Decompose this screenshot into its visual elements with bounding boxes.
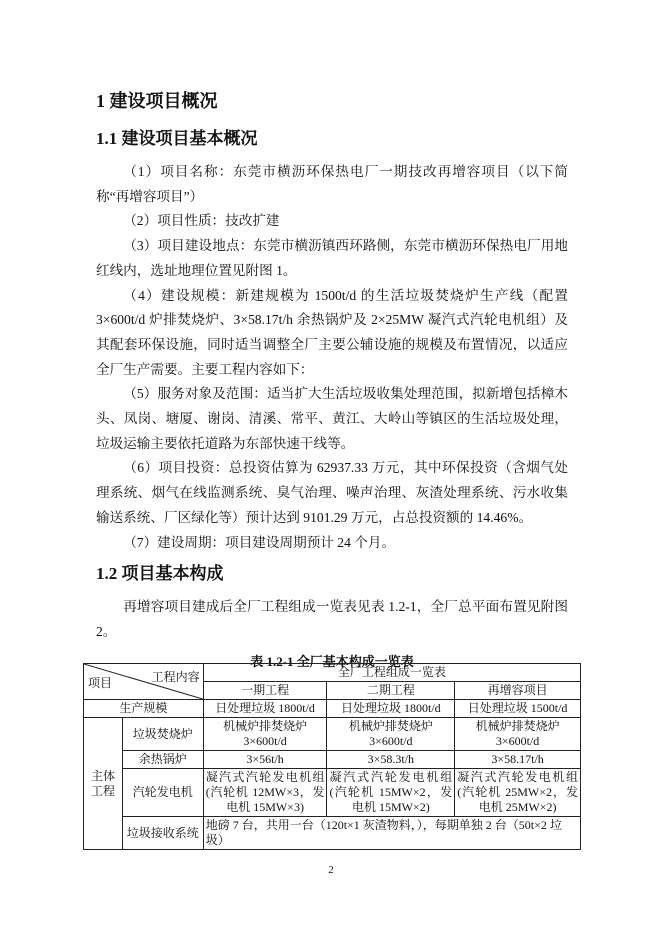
section-1-2-heading: 1.2 项目基本构成 (96, 564, 224, 584)
row-label: 垃圾接收系统 (122, 817, 203, 850)
table-caption: 表 1.2-1 全厂基本构成一览表 (250, 653, 414, 669)
column-header: 二期工程 (327, 682, 455, 700)
table-cell: 3×58.3t/h (327, 751, 455, 769)
table-cell: 机械炉排焚烧炉 3×600t/d (203, 718, 327, 751)
table-row (84, 718, 581, 751)
table-cell: 地磅 7 台，共用一台（120t×1 灰渣物料，），每期单独 2 台（50t×2 垃圾） (203, 817, 580, 850)
body (96, 88, 568, 675)
corner-right-label: 工程内容 (151, 670, 200, 684)
item-project-name: （1）项目名称：东莞市横沥环保热电厂一期技改再增容项目（以下简称“再增容项目”） (96, 164, 568, 204)
item-service: （5）服务对象及范围：适当扩大生活垃圾收集处理范围，拟新增包括樟木头、凤岗、塘厦、谢岗、清溪、常平、黄江、大岭山等镇区的生活垃圾处理，垃圾运输主要依托道路为东部快速干线等。 (96, 386, 568, 451)
section-1-1-heading: 1.1 建设项目基本概况 (96, 129, 258, 148)
table-cell: 日处理垃圾 1800t/d (327, 700, 455, 718)
table-row (84, 700, 581, 718)
table-cell: 凝汽式汽轮发电机组(汽轮机 25MW×2，发电机 25MW×2) (455, 769, 581, 817)
table-row (84, 751, 581, 769)
item-location: （3）项目建设地点：东莞市横沥镇西环路侧，东莞市横沥环保热电厂用地红线内，选址地理位置见附图 1。 (96, 238, 568, 278)
table-cell: 3×58.17t/h (455, 751, 581, 769)
row-label: 垃圾焚烧炉 (122, 718, 203, 751)
row-label: 余热锅炉 (122, 751, 203, 769)
table-row (84, 769, 581, 817)
item-investment: （6）项目投资：总投资估算为 62937.33 万元，其中环保投资（含烟气处理系统、烟气在线监测系统、臭气治理、噪声治理、灰渣处理系统、污水收集输送系统、厂区绿化等）预计达到 9101.29 万元，占总投资额的 14.46%。 (96, 460, 568, 525)
table-cell: 日处理垃圾 1800t/d (203, 700, 327, 718)
group-header: 全厂工程组成一览表 (203, 664, 580, 682)
section-1-2-text: 再增容项目建成后全厂工程组成一览表见表 1.2-1，全厂总平面布置见附图 2。 (96, 599, 568, 639)
table-row (84, 817, 581, 850)
corner-left-label: 项目 (88, 676, 113, 690)
item-period: （7）建设周期：项目建设周期预计 24 个月。 (123, 534, 396, 550)
table-corner-cell (84, 664, 204, 700)
group-label: 主体工程 (84, 718, 123, 850)
table-cell: 凝汽式汽轮发电机组(汽轮机 15MW×2，发电机 15MW×2) (327, 769, 455, 817)
column-header: 一期工程 (203, 682, 327, 700)
item-project-nature: （2）项目性质：技改扩建 (123, 213, 280, 229)
table-cell: 机械炉排焚烧炉 3×600t/d (327, 718, 455, 751)
table-cell: 3×56t/h (203, 751, 327, 769)
column-header: 再增容项目 (455, 682, 581, 700)
row-label: 生产规模 (84, 700, 204, 718)
page-number: 2 (328, 864, 334, 876)
row-label: 汽轮发电机 (122, 769, 203, 817)
table-cell: 凝汽式汽轮发电机组(汽轮机 12MW×3，发电机 15MW×3) (203, 769, 327, 817)
section-1-heading: 1 建设项目概况 (96, 91, 218, 111)
table-cell: 机械炉排焚烧炉 3×600t/d (455, 718, 581, 751)
composition-table (83, 663, 581, 850)
table-cell: 日处理垃圾 1500t/d (455, 700, 581, 718)
item-scale: （4）建设规模：新建规模为 1500t/d 的生活垃圾焚烧炉生产线（配置 3×600t/d 炉排焚烧炉、3×58.17t/h 余热锅炉及 2×25MW 凝汽式汽轮电机组）及其配套环保设施，同时适当调整全厂主要公辅设施的规模及布置情况，以适应全厂生产需要。主要工程内容如下： (96, 287, 568, 377)
